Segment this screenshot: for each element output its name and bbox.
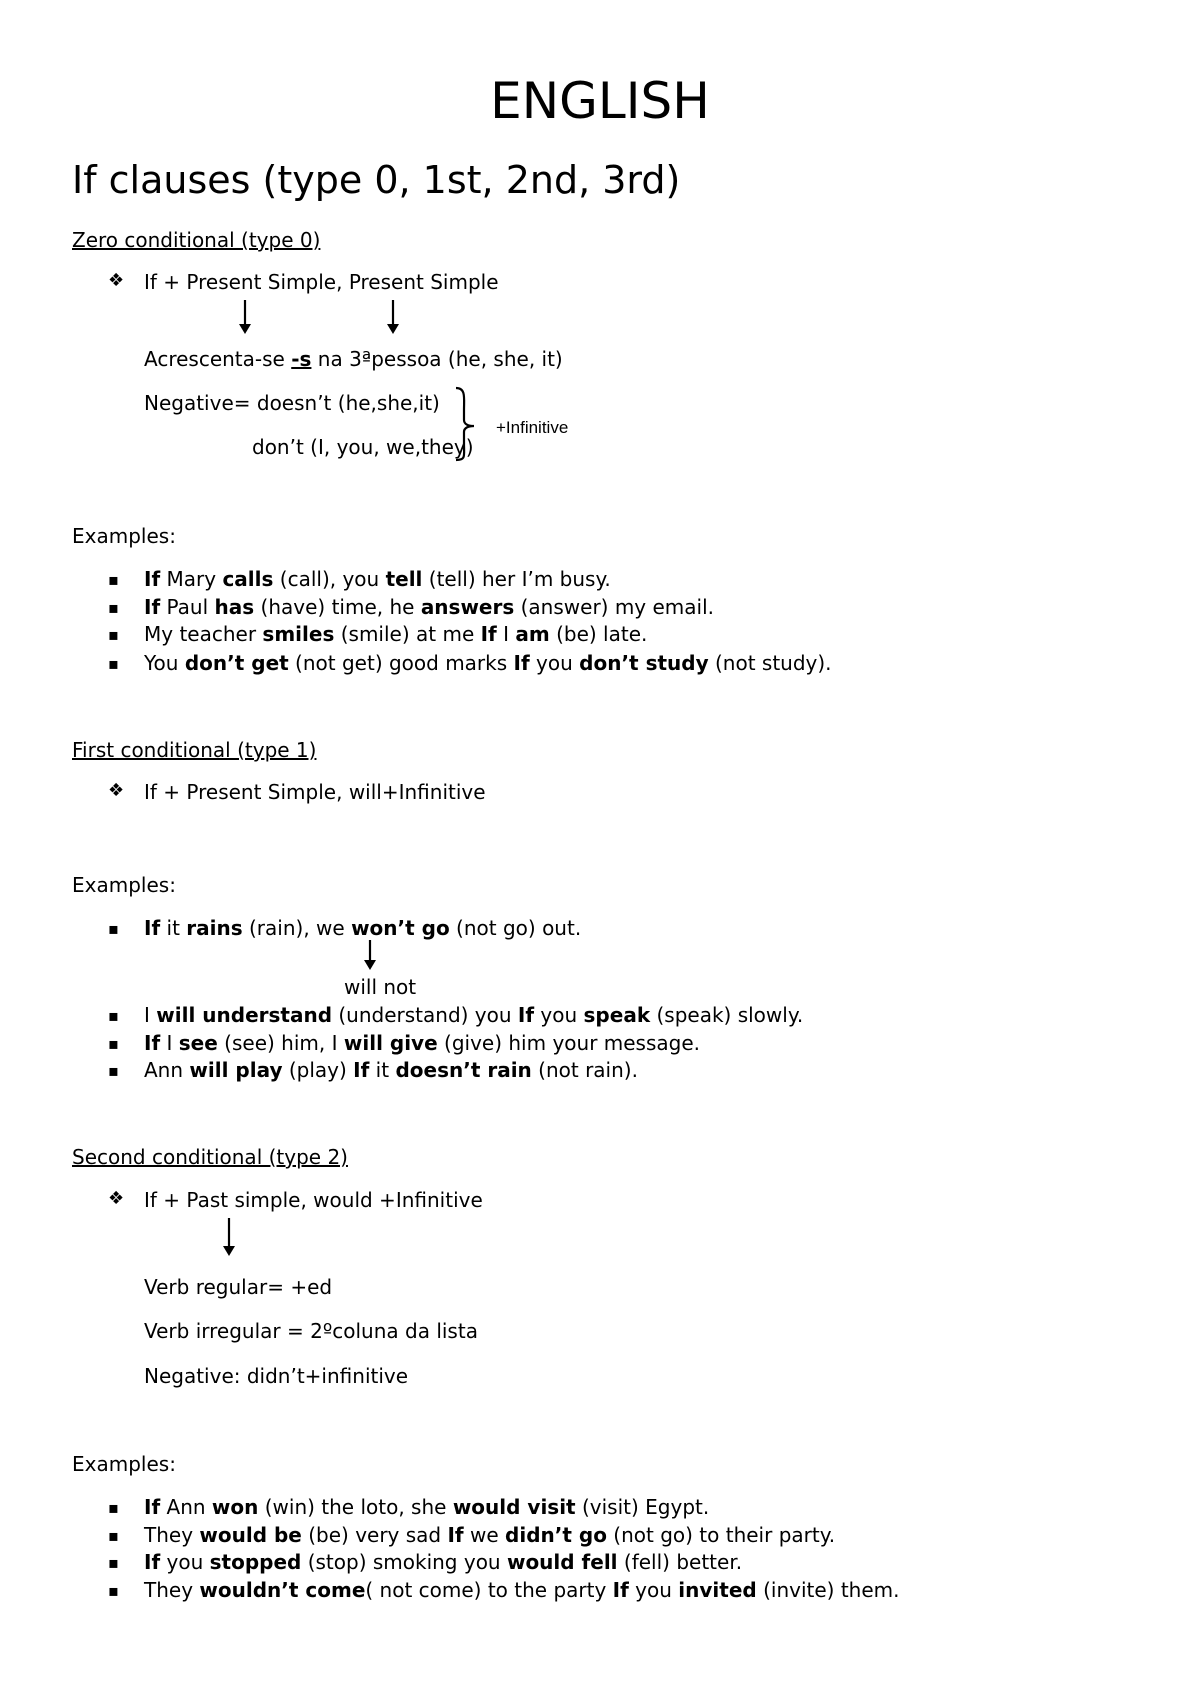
example-bold-part: If	[144, 1495, 161, 1519]
example-bold-part: answers	[420, 595, 515, 619]
will-not-note: will not	[344, 975, 417, 999]
example-sentence	[144, 1058, 638, 1082]
curly-brace-icon	[452, 384, 482, 464]
example-bold-part: calls	[222, 567, 274, 591]
example-bold-part: invited	[678, 1578, 757, 1602]
example-bold-part: If	[144, 1031, 161, 1055]
example-bold-part: would fell	[506, 1550, 618, 1574]
example-text-part: (call), you	[273, 567, 386, 591]
example-bold-part: has	[214, 595, 255, 619]
zero-negative-line1: Negative= doesn’t (he,she,it)	[144, 391, 440, 415]
example-text-part: you	[534, 1003, 584, 1027]
example-text-part: They	[144, 1523, 200, 1547]
main-heading: If clauses (type 0, 1st, 2nd, 3rd)	[72, 158, 681, 202]
example-text-part: you	[160, 1550, 210, 1574]
example-text-part: My teacher	[144, 622, 263, 646]
diamond-bullet-icon: ❖	[108, 780, 125, 801]
example-bold-part: won’t go	[351, 916, 450, 940]
example-bold-part: see	[178, 1031, 218, 1055]
example-text-part: (invite) them.	[756, 1578, 900, 1602]
example-sentence	[144, 1003, 803, 1027]
diamond-bullet-icon: ❖	[108, 1188, 125, 1209]
example-text-part: ( not come) to the party	[365, 1578, 613, 1602]
square-bullet-icon: ▪	[108, 1006, 119, 1025]
square-bullet-icon: ▪	[108, 625, 119, 644]
zero-note	[144, 347, 563, 371]
example-bold-part: If	[144, 916, 161, 940]
zero-section-title: Zero conditional (type 0)	[72, 228, 321, 252]
square-bullet-icon: ▪	[108, 919, 119, 938]
example-bold-part: won	[211, 1495, 259, 1519]
down-arrow-icon	[383, 300, 403, 336]
example-bold-part: speak	[583, 1003, 651, 1027]
example-text-part: you	[529, 651, 580, 675]
example-bold-part: will understand	[156, 1003, 333, 1027]
second-negative: Negative: didn’t+infinitive	[144, 1364, 409, 1388]
example-text-part: (speak) slowly.	[650, 1003, 804, 1027]
example-text-part: (tell) her I’m busy.	[422, 567, 611, 591]
example-text-part: Ann	[160, 1495, 212, 1519]
example-sentence	[144, 622, 647, 646]
example-bold-part: doesn’t rain	[395, 1058, 532, 1082]
down-arrow-icon	[219, 1218, 239, 1258]
example-text-part: (stop) smoking you	[301, 1550, 507, 1574]
example-text-part: (fell) better.	[617, 1550, 743, 1574]
example-bold-part: If	[353, 1058, 370, 1082]
second-section-title: Second conditional (type 2)	[72, 1145, 348, 1169]
example-sentence	[144, 595, 714, 619]
example-text-part: (not study).	[708, 651, 832, 675]
note-suffix: na 3ªpessoa (he, she, it)	[311, 347, 563, 371]
example-text-part: it	[369, 1058, 396, 1082]
down-arrow-icon	[360, 940, 380, 972]
example-sentence	[144, 567, 611, 591]
example-text-part: it	[160, 916, 187, 940]
square-bullet-icon: ▪	[108, 1034, 119, 1053]
first-formula: If + Present Simple, will+Infinitive	[144, 780, 486, 804]
example-bold-part: would visit	[452, 1495, 576, 1519]
example-sentence	[144, 1523, 835, 1547]
example-sentence	[144, 1550, 742, 1574]
example-text-part: (visit) Egypt.	[575, 1495, 710, 1519]
example-text-part: I	[160, 1031, 179, 1055]
example-bold-part: If	[612, 1578, 629, 1602]
second-examples-label: Examples:	[72, 1452, 176, 1476]
example-sentence	[144, 916, 581, 940]
example-bold-part: If	[480, 622, 497, 646]
square-bullet-icon: ▪	[108, 1498, 119, 1517]
example-bold-part: If	[144, 567, 161, 591]
zero-formula: If + Present Simple, Present Simple	[144, 270, 499, 294]
example-bold-part: wouldn’t come	[199, 1578, 366, 1602]
square-bullet-icon: ▪	[108, 1553, 119, 1572]
square-bullet-icon: ▪	[108, 1061, 119, 1080]
note-s-suffix: -s	[291, 347, 312, 371]
example-text-part: (understand) you	[332, 1003, 518, 1027]
example-text-part: (win) the loto, she	[258, 1495, 453, 1519]
example-text-part: Ann	[144, 1058, 190, 1082]
example-text-part: (not go) to their party.	[606, 1523, 836, 1547]
example-bold-part: am	[515, 622, 550, 646]
example-text-part: (play)	[282, 1058, 354, 1082]
example-sentence	[144, 1031, 700, 1055]
second-formula: If + Past simple, would +Infinitive	[144, 1188, 483, 1212]
example-text-part: (give) him your message.	[437, 1031, 701, 1055]
example-bold-part: stopped	[209, 1550, 302, 1574]
example-bold-part: If	[513, 651, 530, 675]
example-text-part: (see) him, I	[217, 1031, 344, 1055]
example-text-part: (not go) out.	[449, 916, 582, 940]
example-text-part: They	[144, 1578, 200, 1602]
note-prefix: Acrescenta-se	[144, 347, 292, 371]
down-arrow-icon	[235, 300, 255, 336]
example-bold-part: smiles	[262, 622, 335, 646]
zero-examples-label: Examples:	[72, 524, 176, 548]
example-text-part: we	[463, 1523, 506, 1547]
second-regular: Verb regular= +ed	[144, 1275, 333, 1299]
example-sentence	[144, 651, 832, 675]
first-examples-label: Examples:	[72, 873, 176, 897]
example-text-part: (not rain).	[531, 1058, 638, 1082]
example-text-part: (be) very sad	[301, 1523, 448, 1547]
example-bold-part: If	[517, 1003, 535, 1027]
example-text-part: (rain), we	[242, 916, 352, 940]
example-text-part: (have) time, he	[254, 595, 421, 619]
example-text-part: (be) late.	[549, 622, 648, 646]
example-bold-part: don’t get	[184, 651, 289, 675]
first-section-title: First conditional (type 1)	[72, 738, 317, 762]
square-bullet-icon: ▪	[108, 1526, 119, 1545]
example-bold-part: tell	[385, 567, 423, 591]
example-sentence	[144, 1495, 709, 1519]
page-title: ENGLISH	[490, 72, 710, 130]
zero-negative-line2: don’t (I, you, we,they)	[252, 435, 474, 459]
second-irregular: Verb irregular = 2ºcoluna da lista	[144, 1319, 478, 1343]
example-text-part: I	[496, 622, 516, 646]
example-bold-part: don’t study	[579, 651, 709, 675]
diamond-bullet-icon: ❖	[108, 270, 125, 291]
example-bold-part: would be	[199, 1523, 302, 1547]
example-bold-part: If	[447, 1523, 464, 1547]
square-bullet-icon: ▪	[108, 1581, 119, 1600]
example-bold-part: If	[144, 595, 161, 619]
example-text-part: you	[628, 1578, 679, 1602]
example-text-part: You	[144, 651, 185, 675]
example-bold-part: If	[144, 1550, 161, 1574]
example-bold-part: will give	[343, 1031, 438, 1055]
example-text-part: (answer) my email.	[514, 595, 715, 619]
square-bullet-icon: ▪	[108, 598, 119, 617]
example-text-part: I	[144, 1003, 157, 1027]
example-bold-part: rains	[186, 916, 243, 940]
example-text-part: Mary	[160, 567, 223, 591]
square-bullet-icon: ▪	[108, 654, 119, 673]
example-bold-part: will play	[189, 1058, 283, 1082]
infinitive-note: +Infinitive	[496, 418, 569, 437]
example-bold-part: didn’t go	[505, 1523, 607, 1547]
example-sentence	[144, 1578, 900, 1602]
square-bullet-icon: ▪	[108, 570, 119, 589]
example-text-part: (smile) at me	[334, 622, 481, 646]
example-text-part: Paul	[160, 595, 215, 619]
example-text-part: (not get) good marks	[288, 651, 514, 675]
